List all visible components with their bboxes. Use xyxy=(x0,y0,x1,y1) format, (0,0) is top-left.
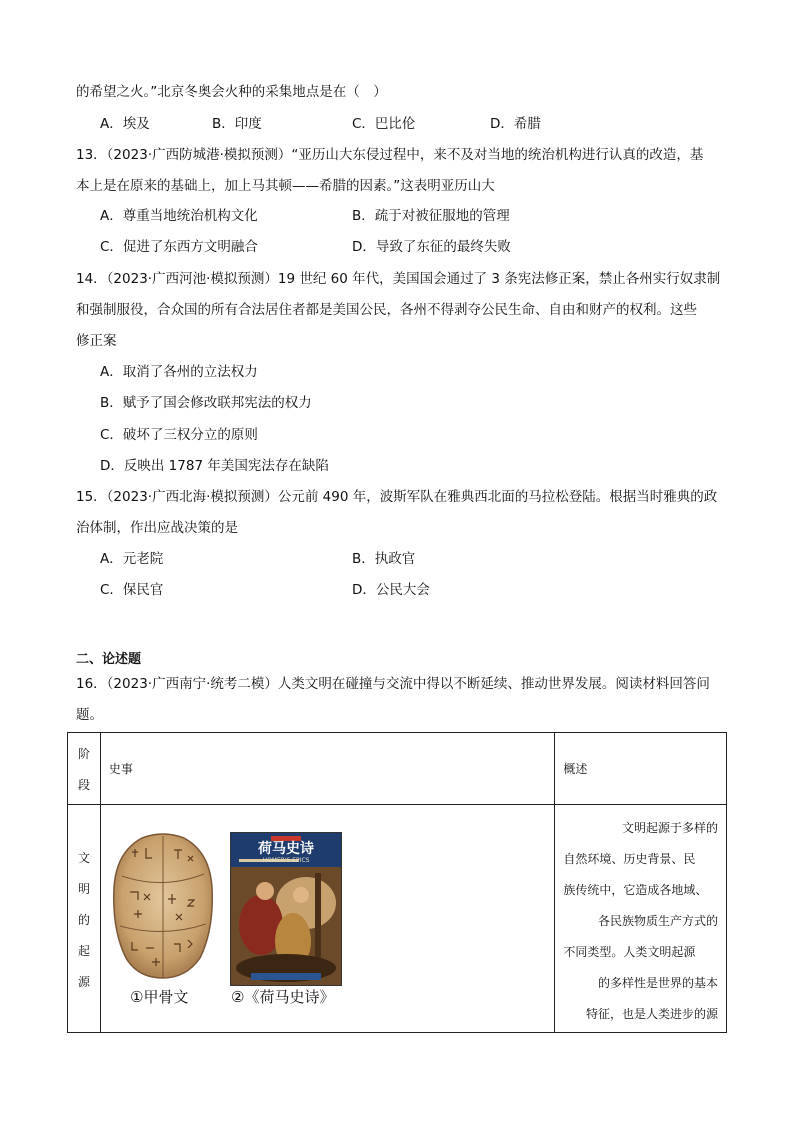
q14-option-a: A．取消了各州的立法权力 xyxy=(100,364,258,380)
stage-char: 文 xyxy=(77,851,90,865)
q15-option-c: C．保民官 xyxy=(100,582,164,598)
q12-text: 的希望之火。”北京冬奥会火种的采集地点是在（ ） xyxy=(76,84,387,100)
q14-option-c: C．破坏了三权分立的原则 xyxy=(100,427,258,443)
header-events: 史事 xyxy=(108,762,133,776)
summary-line: 文明起源于多样的 xyxy=(621,821,718,835)
q13-option-a: A．尊重当地统治机构文化 xyxy=(100,208,258,224)
q15-stem-line2: 治体制，作出应战决策的是 xyxy=(76,520,238,536)
q14-option-b: B．赋予了国会修改联邦宪法的权力 xyxy=(100,395,312,411)
q12-option-c: C．巴比伦 xyxy=(352,116,416,132)
summary-line: 族传统中，它造成各地域、 xyxy=(563,883,708,897)
stage-char: 起 xyxy=(77,944,90,958)
stage-char: 的 xyxy=(77,913,90,927)
q12-option-a: A．埃及 xyxy=(100,116,150,132)
header-stage-char: 阶 xyxy=(77,747,90,761)
q13-option-d: D．导致了东征的最终失败 xyxy=(352,239,511,255)
section-heading: 二、论述题 xyxy=(76,652,142,667)
stage-char: 源 xyxy=(77,975,90,989)
q16-stem-line1: 16．（2023·广西南宁·统考二模）人类文明在碰撞与交流中得以不断延续、推动世界发展。阅读材料回答问 xyxy=(76,676,710,692)
book-title: 荷马史诗 xyxy=(258,841,314,857)
summary-line: 不同类型。人类文明起源 xyxy=(563,945,696,959)
summary-line: 的多样性是世界的基本 xyxy=(597,976,718,990)
q13-stem-line2: 本上是在原来的基础上，加上马其顿——希腊的因素。”这表明亚历山大 xyxy=(76,178,495,194)
q15-option-a: A．元老院 xyxy=(100,551,164,567)
q15-option-b: B．执政官 xyxy=(352,551,416,567)
summary-line: 自然环境、历史背景、民 xyxy=(563,852,696,866)
summary-cell xyxy=(555,805,727,1033)
oracle-bone-image xyxy=(112,830,214,980)
q15-option-d: D．公民大会 xyxy=(352,582,430,598)
summary-line: 特征，也是人类进步的源 xyxy=(585,1007,718,1021)
q14-stem-line2: 和强制服役，合众国的所有合法居住者都是美国公民，各州不得剥夺公民生命、自由和财产的权利。这些 xyxy=(76,302,697,318)
q16-stem-line2: 题。 xyxy=(76,707,103,723)
caption-oracle-bone: ①甲骨文 xyxy=(130,988,189,1006)
q14-stem-line3: 修正案 xyxy=(76,333,117,349)
caption-homer-epics: ②《荷马史诗》 xyxy=(231,988,335,1006)
homer-epics-cover-image xyxy=(230,832,342,986)
q13-option-c: C．促进了东西方文明融合 xyxy=(100,239,258,255)
stage-cell xyxy=(68,805,101,1033)
header-summary-cell xyxy=(555,733,727,805)
stage-char: 明 xyxy=(77,882,90,896)
q13-stem-line1: 13．（2023·广西防城港·模拟预测）“亚历山大东侵过程中，来不及对当地的统治机构进行认真的改造，基 xyxy=(76,147,704,163)
header-events-cell xyxy=(100,733,555,805)
q14-option-d: D．反映出 1787 年美国宪法存在缺陷 xyxy=(100,458,329,474)
header-stage-char: 段 xyxy=(77,778,90,792)
table-header-row xyxy=(68,733,727,805)
q12-option-d: D．希腊 xyxy=(490,116,541,132)
q13-option-b: B．疏于对被征服地的管理 xyxy=(352,208,510,224)
header-stage-cell xyxy=(68,733,101,805)
q12-option-b: B．印度 xyxy=(212,116,262,132)
summary-line: 各民族物质生产方式的 xyxy=(597,914,718,928)
book-subtitle: HOMER'S EPICS xyxy=(262,857,310,864)
header-summary: 概述 xyxy=(563,762,588,776)
q14-stem-line1: 14．（2023·广西河池·模拟预测）19 世纪 60 年代，美国国会通过了 3 条宪法修正案，禁止各州实行奴隶制 xyxy=(76,271,721,287)
q15-stem-line1: 15．（2023·广西北海·模拟预测）公元前 490 年，波斯军队在雅典西北面的马拉松登陆。根据当时雅典的政 xyxy=(76,489,718,505)
